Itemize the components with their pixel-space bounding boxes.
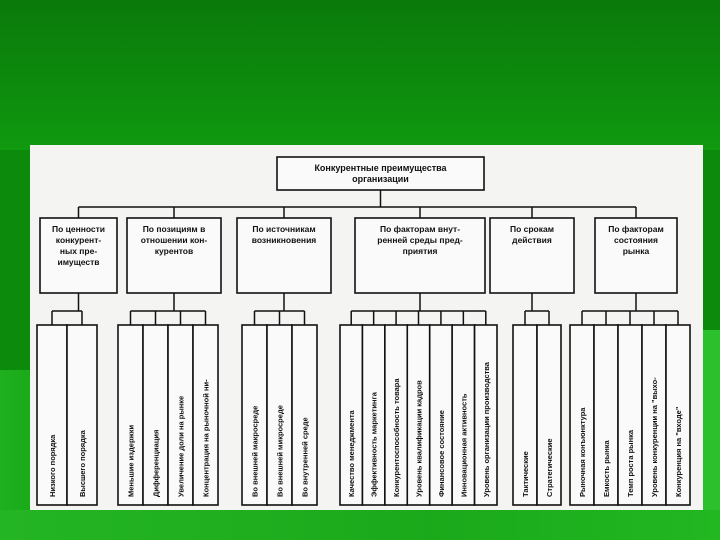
- child-label: Стратегические: [545, 438, 554, 497]
- category-label-line: имуществ: [57, 257, 100, 267]
- category-label-line: состояния: [614, 235, 658, 245]
- root-label-line: организации: [352, 174, 409, 184]
- category-label-line: По факторам внут-: [379, 224, 461, 234]
- category-label-line: рынка: [622, 246, 650, 256]
- slide-decoration-right: [700, 330, 720, 540]
- child-label: Рыночная конъюнктура: [578, 407, 587, 497]
- child-label: Меньшие издержки: [126, 424, 136, 497]
- category-label-line: возникновения: [251, 235, 317, 245]
- classification-diagram: [30, 145, 703, 510]
- category-label-line: конкурент-: [55, 235, 102, 245]
- child-label: Уровень квалификации кадров: [414, 380, 424, 497]
- category-label-line: ных пре-: [59, 246, 98, 256]
- category-label-line: курентов: [154, 246, 194, 256]
- category-label-line: По факторам: [608, 224, 664, 234]
- child-label: Низкого порядка: [48, 434, 57, 497]
- category-label-line: По позициям в: [142, 224, 206, 234]
- category-label-line: приятия: [402, 246, 438, 256]
- category-label-line: действия: [512, 235, 552, 245]
- child-label: Конкуренция на "входе": [674, 406, 683, 497]
- category-label-line: По источникам: [252, 224, 316, 234]
- child-label: Уровень конкуренции на "выхо-: [650, 377, 659, 497]
- child-label: Качество менеджмента: [347, 410, 357, 497]
- slide-background-top: [0, 0, 720, 150]
- child-label: Емкость рынка: [602, 440, 611, 497]
- slide-decoration-bottom: [0, 510, 720, 540]
- child-label: Во внутренней среде: [300, 417, 310, 497]
- child-label: Высшего порядка: [78, 430, 87, 497]
- category-label-line: ренней среды пред-: [377, 235, 463, 245]
- child-label: Во внешней микросреде: [275, 405, 285, 497]
- child-label: Инновационная активность: [459, 393, 469, 497]
- child-label: Конкурентоспособность товара: [392, 378, 402, 497]
- category-label-line: По ценности: [51, 224, 106, 234]
- root-label-line: Конкурентные преимущества: [314, 163, 447, 173]
- child-label: Во внешней макросреде: [250, 405, 260, 497]
- category-label-line: По срокам: [509, 224, 555, 234]
- child-label: Финансовое состояние: [436, 410, 446, 497]
- child-label: Концентрация на рыночной ни-: [201, 379, 211, 497]
- category-label-line: отношении кон-: [140, 235, 208, 245]
- child-label: Уровень организации производства: [481, 362, 491, 497]
- child-label: Эффективность маркетинга: [369, 392, 379, 497]
- child-label: Дифференциация: [151, 429, 161, 497]
- child-label: Увеличение доли на рынке: [176, 395, 186, 497]
- child-label: Тактические: [521, 451, 530, 497]
- child-label: Темп роста рынка: [626, 429, 635, 497]
